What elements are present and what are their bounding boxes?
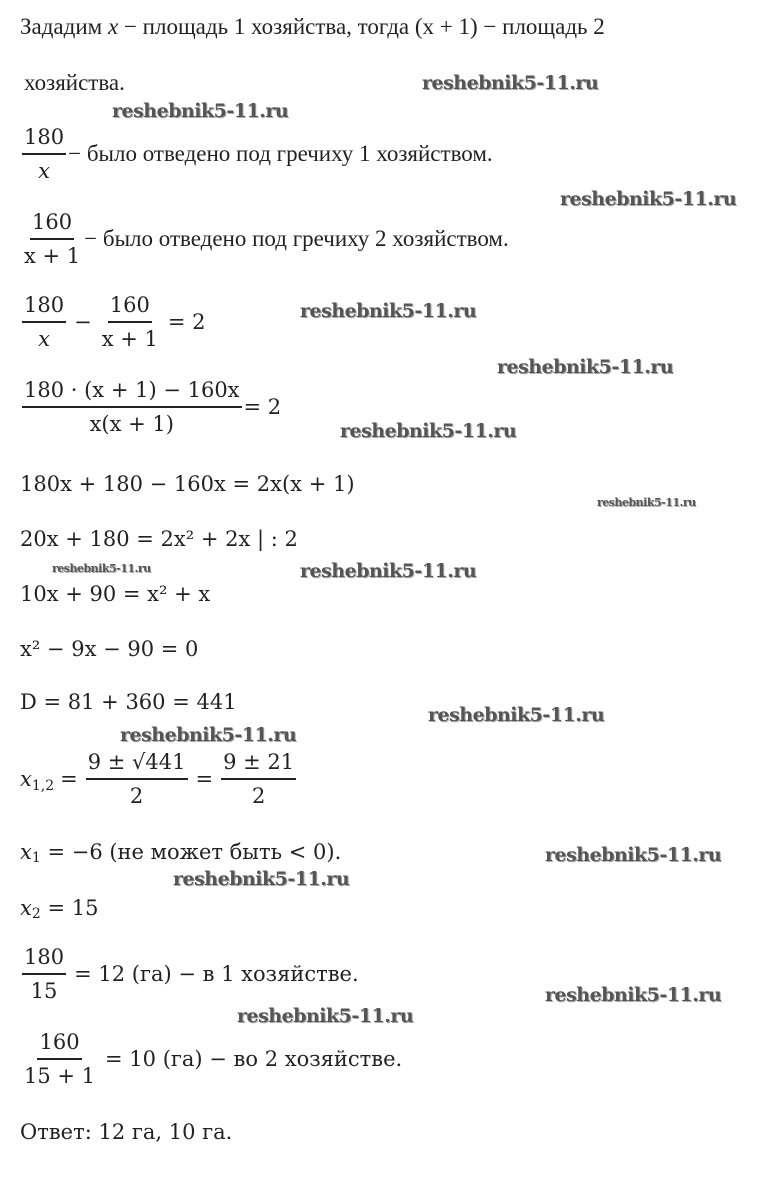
operator: − xyxy=(74,310,92,334)
subscript: 1,2 xyxy=(31,778,55,794)
watermark: reshebnik5-11.ru xyxy=(428,704,605,726)
var-x: x xyxy=(20,767,32,791)
fraction-line-2 xyxy=(20,210,509,268)
fraction xyxy=(100,293,160,351)
numerator: 9 ± √441 xyxy=(86,750,188,780)
watermark: reshebnik5-11.ru xyxy=(340,420,517,442)
text: (x + 1) xyxy=(414,14,478,39)
watermark: reshebnik5-11.ru xyxy=(120,724,297,746)
fraction-line-1 xyxy=(20,125,493,183)
denominator: x xyxy=(38,159,50,183)
subscript: 1 xyxy=(31,850,41,866)
equation-1 xyxy=(20,293,212,351)
numerator: 160 xyxy=(108,293,152,323)
var-x: x xyxy=(20,840,32,864)
numerator: 160 xyxy=(37,1030,81,1060)
equation-6: x² − 9x − 90 = 0 xyxy=(20,637,199,661)
result-1 xyxy=(20,945,365,1003)
fraction xyxy=(22,210,82,268)
fraction xyxy=(22,378,242,436)
numerator: 160 xyxy=(30,210,74,240)
watermark: reshebnik5-11.ru xyxy=(52,562,151,575)
watermark: reshebnik5-11.ru xyxy=(300,300,477,322)
denominator: x(x + 1) xyxy=(89,412,174,436)
denominator: 15 xyxy=(30,979,58,1003)
text: = 15 xyxy=(47,896,99,920)
equation-5: 10x + 90 = x² + x xyxy=(20,582,211,606)
numerator: 180 xyxy=(22,293,66,323)
text: Зададим xyxy=(20,14,103,39)
text: = −6 (не может быть < 0). xyxy=(47,840,342,864)
fraction xyxy=(22,945,66,1003)
numerator: 9 ± 21 xyxy=(221,750,296,780)
fraction xyxy=(86,750,188,808)
text: = 10 (га) − во 2 хозяйстве. xyxy=(105,1047,403,1071)
equation-3: 180x + 180 − 160x = 2x(x + 1) xyxy=(20,472,355,496)
result-2 xyxy=(20,1030,408,1088)
answer: Ответ: 12 га, 10 га. xyxy=(20,1120,233,1144)
text: − площадь 1 хозяйства, тогда xyxy=(123,14,410,39)
intro-line-1 xyxy=(20,14,605,40)
discriminant: D = 81 + 360 = 441 xyxy=(20,690,237,714)
text: − было отведено под гречиху 2 хозяйством. xyxy=(84,226,509,251)
var-x: x xyxy=(20,896,32,920)
watermark: reshebnik5-11.ru xyxy=(597,496,696,509)
fraction xyxy=(22,1030,97,1088)
fraction xyxy=(221,750,296,808)
root-2 xyxy=(20,894,98,922)
numerator: 180 xyxy=(22,125,66,155)
denominator: 15 + 1 xyxy=(24,1064,96,1088)
watermark: reshebnik5-11.ru xyxy=(560,188,737,210)
watermark: reshebnik5-11.ru xyxy=(300,560,477,582)
watermark: reshebnik5-11.ru xyxy=(497,356,674,378)
watermark: reshebnik5-11.ru xyxy=(545,984,722,1006)
watermark: reshebnik5-11.ru xyxy=(173,868,350,890)
intro-line-2: хозяйства. xyxy=(24,70,125,95)
denominator: x + 1 xyxy=(101,327,158,351)
root-1 xyxy=(20,838,341,866)
subscript: 2 xyxy=(31,906,41,922)
equals: = xyxy=(195,767,214,791)
rhs: = 2 xyxy=(167,310,206,334)
text: = 12 (га) − в 1 хозяйстве. xyxy=(74,962,359,986)
watermark: reshebnik5-11.ru xyxy=(237,1005,414,1027)
watermark: reshebnik5-11.ru xyxy=(545,844,722,866)
denominator: 2 xyxy=(129,784,144,808)
equals: = xyxy=(60,767,78,791)
denominator: x xyxy=(38,327,50,351)
denominator: x + 1 xyxy=(24,244,81,268)
numerator: 180 · (x + 1) − 160x xyxy=(22,378,242,408)
numerator: 180 xyxy=(22,945,66,975)
fraction xyxy=(22,125,66,183)
roots-formula xyxy=(20,750,298,808)
text: − площадь 2 xyxy=(483,14,605,39)
watermark: reshebnik5-11.ru xyxy=(112,100,289,122)
text: − было отведено под гречиху 1 хозяйством. xyxy=(68,141,493,166)
equation-2 xyxy=(20,378,281,436)
fraction xyxy=(22,293,66,351)
watermark: reshebnik5-11.ru xyxy=(422,72,599,94)
equation-4: 20x + 180 = 2x² + 2x | : 2 xyxy=(20,527,298,551)
var-x: x xyxy=(107,14,119,39)
denominator: 2 xyxy=(251,784,266,808)
rhs: = 2 xyxy=(243,395,282,419)
